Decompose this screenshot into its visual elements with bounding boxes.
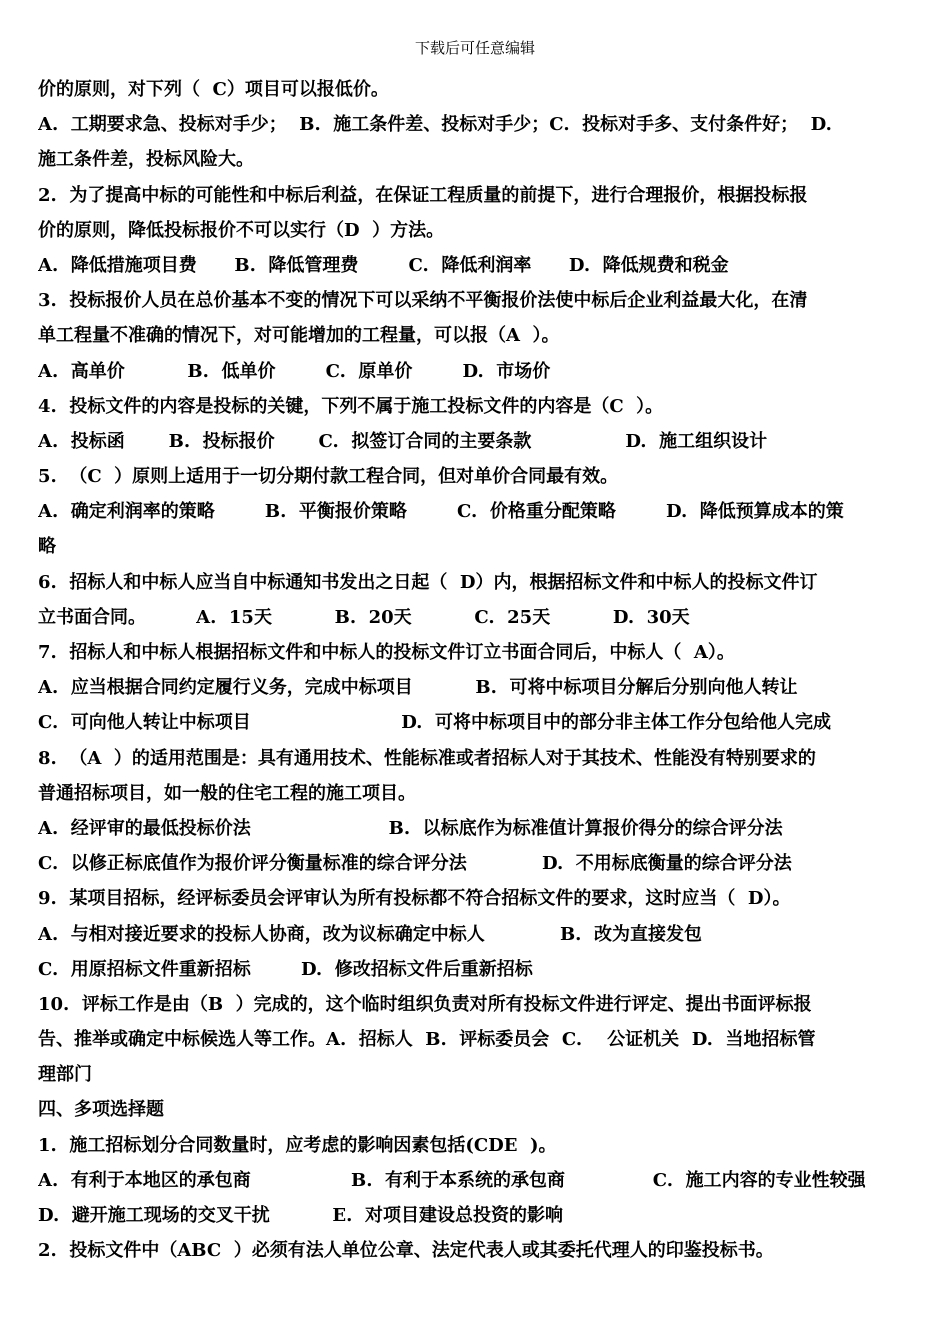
text-line: 10. 评标工作是由（B ）完成的，这个临时组织负责对所有投标文件进行评定、提出书面评标报	[38, 993, 812, 1015]
text-line: A. 高单价 B. 低单价 C. 原单价 D. 市场价	[38, 360, 551, 382]
text-line: D. 避开施工现场的交叉干扰 E. 对项目建设总投资的影响	[38, 1205, 563, 1226]
text-line: 1. 施工招标划分合同数量时，应考虑的影响因素包括(CDE )。	[38, 1134, 557, 1156]
text-line: 3. 投标报价人员在总价基本不变的情况下可以采纳不平衡报价法使中标后企业利益最大化，在清	[38, 290, 808, 312]
text-line: A. 经评审的最低投标价法 B. 以标底作为标准值计算报价得分的综合评分法	[38, 817, 783, 839]
text-line: 略	[38, 536, 56, 558]
text-line: C. 以修正标底值作为报价评分衡量标准的综合评分法 D. 不用标底衡量的综合评分法	[38, 853, 792, 875]
text-line: 9. 某项目招标，经评标委员会评审认为所有投标都不符合招标文件的要求，这时应当（ D）。	[38, 888, 791, 910]
text-line: A. 确定利润率的策略 B. 平衡报价策略 C. 价格重分配策略 D. 降低预算成本的策	[38, 501, 844, 523]
section-heading: 四、多项选择题	[38, 1099, 164, 1121]
text-line: A. 降低措施项目费 B. 降低管理费 C. 降低利润率 D. 降低规费和税金	[38, 254, 729, 276]
text-line: A. 投标函 B. 投标报价 C. 拟签订合同的主要条款 D. 施工组织设计	[38, 430, 768, 452]
text-line: 告、推举或确定中标候选人等工作。A. 招标人 B. 评标委员会 C. 公证机关 D. 当地招标管	[38, 1029, 816, 1051]
text-line: 8. （A ）的适用范围是：具有通用技术、性能标准或者招标人对于其技术、性能没有特别要求的	[38, 747, 816, 769]
text-line: 4. 投标文件的内容是投标的关键，下列不属于施工投标文件的内容是（C ）。	[38, 395, 664, 417]
text-line: 立书面合同。 A. 15天 B. 20天 C. 25天 D. 30天	[38, 606, 690, 628]
text-line: 5. （C ）原则上适用于一切分期付款工程合同，但对单价合同最有效。	[38, 466, 619, 488]
text-line: A. 有利于本地区的承包商 B. 有利于本系统的承包商 C. 施工内容的专业性较强	[38, 1169, 866, 1191]
text-line: A. 与相对接近要求的投标人协商，改为议标确定中标人 B. 改为直接发包	[38, 923, 702, 945]
text-line: A. 应当根据合同约定履行义务，完成中标项目 B. 可将中标项目分解后分别向他人转让	[38, 677, 798, 699]
text-line: A. 工期要求急、投标对手少； B. 施工条件差、投标对手少；C. 投标对手多、支付条件好； D.	[38, 114, 832, 136]
text-line: 普通招标项目，如一般的住宅工程的施工项目。	[38, 782, 416, 804]
text-line: 7. 招标人和中标人根据招标文件和中标人的投标文件订立书面合同后，中标人（ A）。	[38, 642, 735, 663]
text-line: 价的原则，降低投标报价不可以实行（D ）方法。	[38, 219, 445, 241]
text-line: 6. 招标人和中标人应当自中标通知书发出之日起（ D）内，根据招标文件和中标人的投标文件订	[38, 571, 818, 593]
text-line: 施工条件差，投标风险大。	[38, 149, 254, 171]
text-line: 理部门	[38, 1064, 92, 1086]
text-line: 单工程量不准确的情况下，对可能增加的工程量，可以报（A ）。	[38, 325, 560, 347]
text-line: 2. 投标文件中（ABC ）必须有法人单位公章、法定代表人或其委托代理人的印鉴投标书。	[38, 1240, 774, 1262]
text-line: 价的原则，对下列（ C）项目可以报低价。	[38, 79, 389, 100]
page-header: 下载后可任意编辑	[414, 39, 535, 57]
document-body	[38, 72, 918, 1268]
text-line: C. 可向他人转让中标项目 D. 可将中标项目中的部分非主体工作分包给他人完成	[38, 712, 831, 734]
text-line: C. 用原招标文件重新招标 D. 修改招标文件后重新招标	[38, 958, 533, 980]
text-line: 2. 为了提高中标的可能性和中标后利益，在保证工程质量的前提下，进行合理报价，根据投标报	[38, 184, 808, 206]
